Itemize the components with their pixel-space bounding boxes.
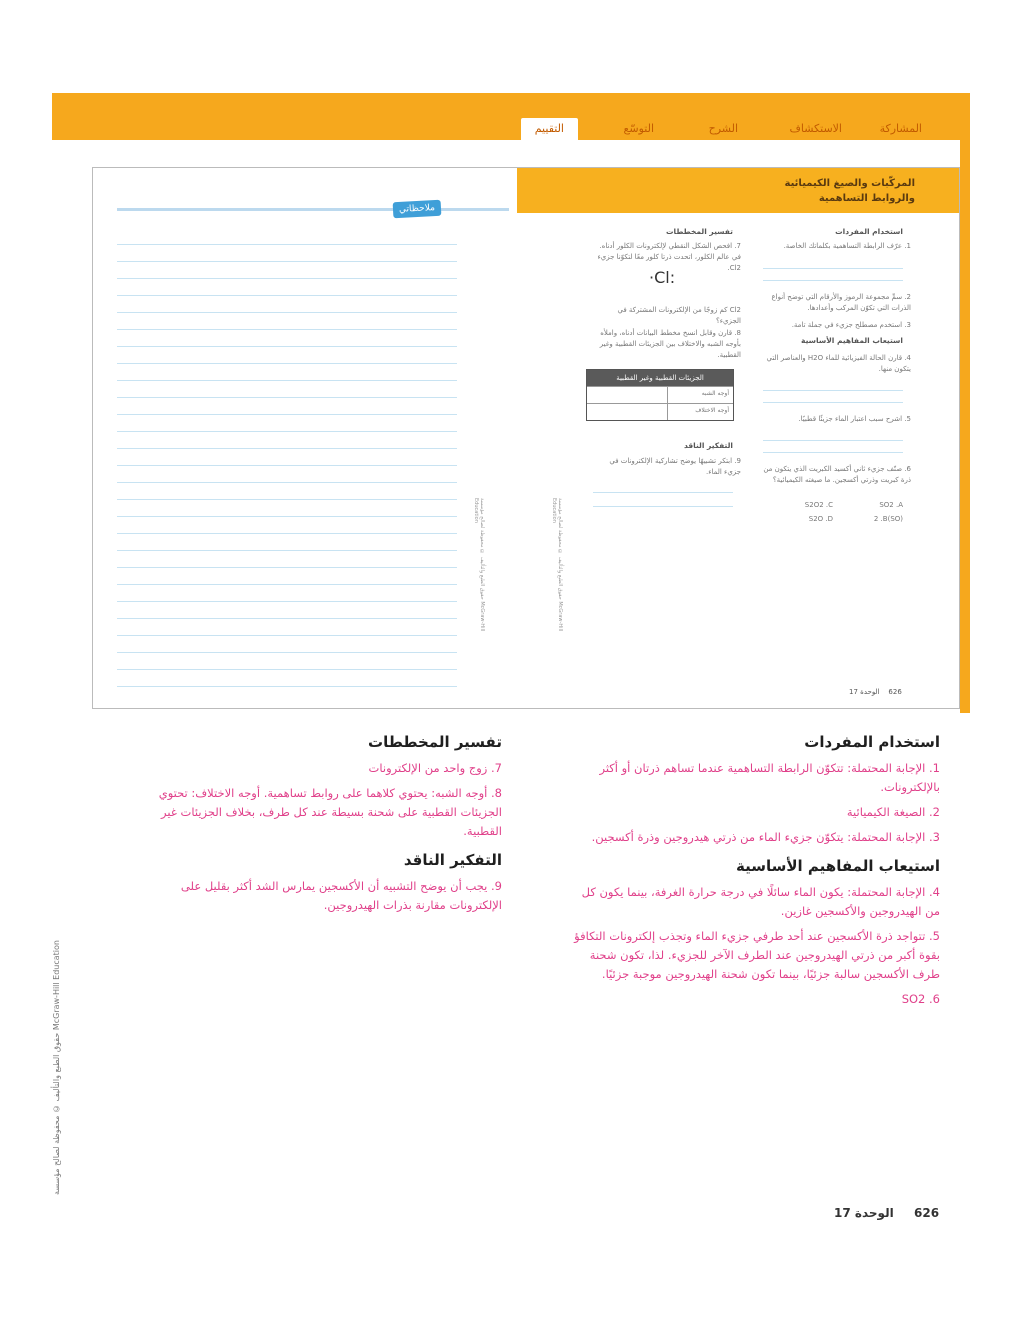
- lesson-tabs: [52, 118, 960, 146]
- unit-label: الوحدة 17: [834, 1206, 894, 1220]
- diagrams-heading: تفسير المخططات: [368, 733, 502, 751]
- thumb-title-band: [517, 168, 959, 213]
- tab-elaborate[interactable]: التوسّع: [623, 122, 654, 135]
- answers-left-column: [142, 733, 502, 915]
- vocab-heading: استخدام المفردات: [804, 733, 940, 751]
- thumb-diagrams-heading: تفسير المخططات: [666, 227, 733, 236]
- tab-evaluate[interactable]: التقييم: [521, 118, 578, 143]
- page-number: 626: [914, 1206, 940, 1220]
- answer-6: SO2 .6: [901, 992, 940, 1006]
- thumb-opt-c: S2O2 .C: [804, 501, 833, 509]
- table-row: أوجه الاختلاف: [587, 403, 733, 420]
- notes-badge: ملاحظاتي: [393, 200, 442, 218]
- thumb-q1: 1. عرّف الرابطة التساهمية بكلماتك الخاصة.: [783, 242, 911, 250]
- thumb-q7: 7. افحص الشكل النقطي لإلكترونات الكلور أدناه. في عالم الكلور، اتحدت ذرتا كلور معًا لتكوّنا جزيء Cl2.: [597, 242, 741, 272]
- thumb-vocab-heading: استخدام المفردات: [835, 227, 903, 236]
- answer-7: 7. زوج واحد من الإلكترونات: [368, 761, 502, 775]
- thumb-q2: 2. سمِّ مجموعة الرموز والأرقام التي توضح أنواع الذرات التي تكوّن المركب وأعدادها.: [771, 293, 911, 312]
- concepts-heading: استيعاب المفاهيم الأساسية: [736, 857, 940, 875]
- thumb-q5: 5. اشرح سبب اعتبار الماء جزيئًا قطبيًا.: [798, 415, 911, 423]
- thumb-opt-d: S2O .D: [808, 515, 833, 523]
- answer-4: 4. الإجابة المحتملة: يكون الماء سائلًا في درجة حرارة الغرفة، بينما يكون كل من الهيدروجين والأكسجين غازين.: [581, 885, 940, 918]
- right-edge-strip: [960, 93, 970, 713]
- thumb-table-head: الجزيئات القطبية وغير القطبية: [587, 370, 733, 386]
- thumb-q6: 6. صنّف جزيء ثاني أكسيد الكبريت الذي يتكون من ذرة كبريت وذرتي أكسجين. ما صيغته الكيميائية؟: [763, 465, 911, 484]
- thumb-q7b: Cl2 كم زوجًا من الإلكترونات المشتركة في الجزيء؟: [617, 306, 741, 325]
- notes-lines: [117, 228, 457, 687]
- critical-thinking-heading: التفكير الناقد: [403, 851, 502, 869]
- thumb-critical-heading: التفكير الناقد: [683, 441, 733, 450]
- student-page-thumbnail: [92, 167, 960, 709]
- thumb-q4: 4. قارن الحالة الفيزيائية للماء H2O والعناصر التي يتكون منها.: [766, 354, 911, 373]
- tab-explore[interactable]: الاستكشاف: [789, 122, 842, 135]
- tab-explain[interactable]: الشرح: [708, 122, 738, 135]
- thumb-concepts-heading: استيعاب المفاهيم الأساسية: [801, 336, 903, 345]
- answer-3: 3. الإجابة المحتملة: يتكوّن جزيء الماء من ذرتي هيدروجين وذرة أكسجين.: [591, 830, 940, 844]
- thumb-footer: 626 الوحدة 17: [849, 688, 902, 696]
- thumb-opt-b: (SO)2 .B: [873, 515, 903, 523]
- thumb-data-table: [586, 369, 734, 421]
- answer-8: 8. أوجه الشبه: يحتوي كلاهما على روابط تساهمية. أوجه الاختلاف: تحتوي الجزيئات القطبية على شحنة بسيطة عند كل طرف، بخلاف الجزيئات غير القطبية.: [158, 786, 502, 838]
- notes-title-bar: [117, 208, 509, 211]
- thumb-vertical-credit-2: حقوق الطبع والتأليف © محفوظة لصالح مؤسسة McGraw-Hill Education: [551, 498, 563, 632]
- thumb-title: المركّبات والصيغ الكيميائية والروابط التساهمية: [784, 178, 915, 204]
- answers-right-column: [570, 733, 940, 1009]
- copyright-notice: حقوق الطبع والتأليف © محفوظة لصالح مؤسسة McGraw-Hill Education: [52, 940, 61, 1195]
- answer-1: 1. الإجابة المحتملة: تتكوّن الرابطة التساهمية عندما تساهم ذرتان أو أكثر بالإلكترونات.: [599, 761, 940, 794]
- table-row: أوجه الشبه: [587, 386, 733, 403]
- tab-engage[interactable]: المشاركة: [879, 122, 922, 135]
- thumb-q8: 8. قارن وقابل انسخ مخطط البيانات أدناه، واملأه بأوجه الشبه والاختلاف بين الجزيئات القطبية وغير القطبية.: [599, 329, 741, 359]
- answer-9: 9. يجب أن يوضح التشبيه أن الأكسجين يمارس الشد أكثر بقليل على الإلكترونات مقارنة بذرات الهيدروجين.: [180, 879, 502, 912]
- answer-2: 2. الصيغة الكيميائية: [846, 805, 940, 819]
- thumb-q9: 9. ابتكر تشبيهًا يوضح تشاركية الإلكترونات في جزيء الماء.: [609, 457, 741, 476]
- thumb-vertical-credit: حقوق الطبع والتأليف © محفوظة لصالح مؤسسة McGraw-Hill Education: [473, 498, 485, 632]
- chlorine-dot-structure: ·Cl:: [649, 268, 676, 287]
- thumb-q3: 3. استخدم مصطلح جزيء في جملة تامة.: [791, 321, 911, 329]
- thumb-opt-a: SO2 .A: [879, 501, 903, 509]
- answer-5: 5. تتواجد ذرة الأكسجين عند أحد طرفي جزيء الماء وتجذب إلكترونات التكافؤ بقوة أكبر من ذرتي الهيدروجين عند الطرف الآخر للجزيء. لذا، تكون شحنة طرف الأكسجين سالبة جزئيًا، بينما تكون شحنة الهيدروجين موجبة جزئيًا.: [574, 929, 940, 981]
